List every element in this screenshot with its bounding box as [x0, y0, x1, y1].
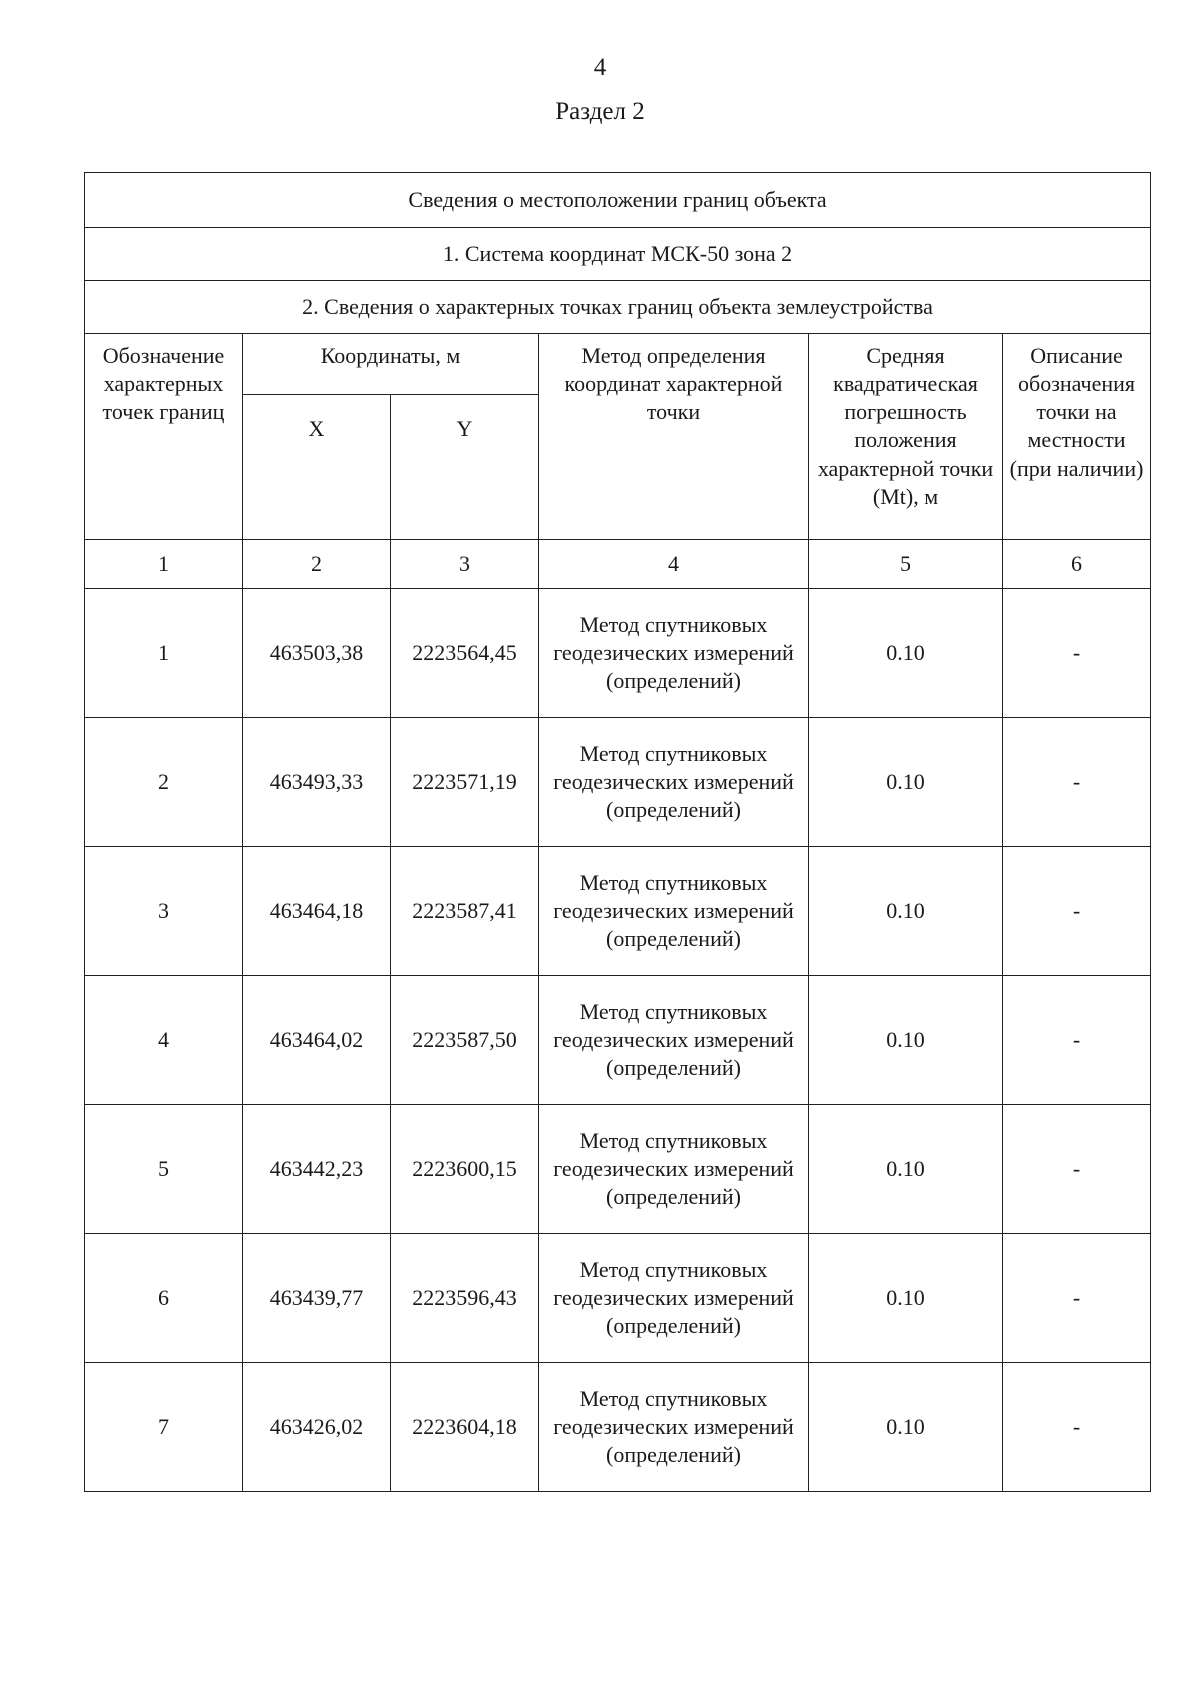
description-cell: - — [1003, 847, 1151, 976]
accuracy-cell: 0.10 — [809, 1105, 1003, 1234]
accuracy-cell: 0.10 — [809, 847, 1003, 976]
accuracy-cell: 0.10 — [809, 718, 1003, 847]
point-number: 6 — [85, 1234, 243, 1363]
x-coordinate: 463493,33 — [243, 718, 391, 847]
description-cell: - — [1003, 718, 1151, 847]
table-row — [85, 1234, 1151, 1363]
x-coordinate: 463464,18 — [243, 847, 391, 976]
point-number: 3 — [85, 847, 243, 976]
accuracy-cell: 0.10 — [809, 1363, 1003, 1492]
table-row — [85, 1105, 1151, 1234]
column-number: 2 — [243, 540, 391, 589]
point-number: 5 — [85, 1105, 243, 1234]
description-cell: - — [1003, 1363, 1151, 1492]
point-number: 1 — [85, 589, 243, 718]
x-coordinate: 463426,02 — [243, 1363, 391, 1492]
column-number: 3 — [391, 540, 539, 589]
header-coordinates: Координаты, м — [243, 334, 539, 395]
header-x: X — [243, 395, 391, 540]
x-coordinate: 463442,23 — [243, 1105, 391, 1234]
points-section-header: 2. Сведения о характерных точках границ объекта землеустройства — [85, 281, 1151, 334]
y-coordinate: 2223600,15 — [391, 1105, 539, 1234]
table-row — [85, 718, 1151, 847]
method-cell: Метод спутниковых геодезических измерений (определений) — [539, 1363, 809, 1492]
header-point-designation: Обозначение характерных точек границ — [85, 334, 243, 540]
point-number: 7 — [85, 1363, 243, 1492]
method-cell: Метод спутниковых геодезических измерений (определений) — [539, 976, 809, 1105]
description-cell: - — [1003, 976, 1151, 1105]
method-cell: Метод спутниковых геодезических измерений (определений) — [539, 847, 809, 976]
table-title: Сведения о местоположении границ объекта — [85, 173, 1151, 228]
table-row — [85, 976, 1151, 1105]
y-coordinate: 2223571,19 — [391, 718, 539, 847]
coordinate-system: 1. Система координат МСК-50 зона 2 — [85, 228, 1151, 281]
header-y: Y — [391, 395, 539, 540]
method-cell: Метод спутниковых геодезических измерений (определений) — [539, 589, 809, 718]
table-row — [85, 589, 1151, 718]
accuracy-cell: 0.10 — [809, 589, 1003, 718]
accuracy-cell: 0.10 — [809, 976, 1003, 1105]
header-description: Описание обозначения точки на местности (при наличии) — [1003, 334, 1151, 540]
x-coordinate: 463439,77 — [243, 1234, 391, 1363]
point-number: 2 — [85, 718, 243, 847]
table-row — [85, 1363, 1151, 1492]
x-coordinate: 463503,38 — [243, 589, 391, 718]
accuracy-cell: 0.10 — [809, 1234, 1003, 1363]
method-cell: Метод спутниковых геодезических измерений (определений) — [539, 1234, 809, 1363]
header-accuracy: Средняя квадратическая погрешность положения характерной точки (Mt), м — [809, 334, 1003, 540]
boundary-points-table — [84, 172, 1151, 1492]
column-number: 1 — [85, 540, 243, 589]
y-coordinate: 2223587,50 — [391, 976, 539, 1105]
description-cell: - — [1003, 1234, 1151, 1363]
y-coordinate: 2223587,41 — [391, 847, 539, 976]
column-number: 6 — [1003, 540, 1151, 589]
section-title: Раздел 2 — [555, 98, 645, 125]
point-number: 4 — [85, 976, 243, 1105]
method-cell: Метод спутниковых геодезических измерений (определений) — [539, 718, 809, 847]
column-numbers-row — [85, 540, 1151, 589]
page-number: 4 — [593, 54, 607, 81]
table-row — [85, 847, 1151, 976]
column-number: 4 — [539, 540, 809, 589]
description-cell: - — [1003, 1105, 1151, 1234]
description-cell: - — [1003, 589, 1151, 718]
y-coordinate: 2223604,18 — [391, 1363, 539, 1492]
y-coordinate: 2223564,45 — [391, 589, 539, 718]
x-coordinate: 463464,02 — [243, 976, 391, 1105]
header-method: Метод определения координат характерной точки — [539, 334, 809, 540]
column-number: 5 — [809, 540, 1003, 589]
y-coordinate: 2223596,43 — [391, 1234, 539, 1363]
method-cell: Метод спутниковых геодезических измерений (определений) — [539, 1105, 809, 1234]
